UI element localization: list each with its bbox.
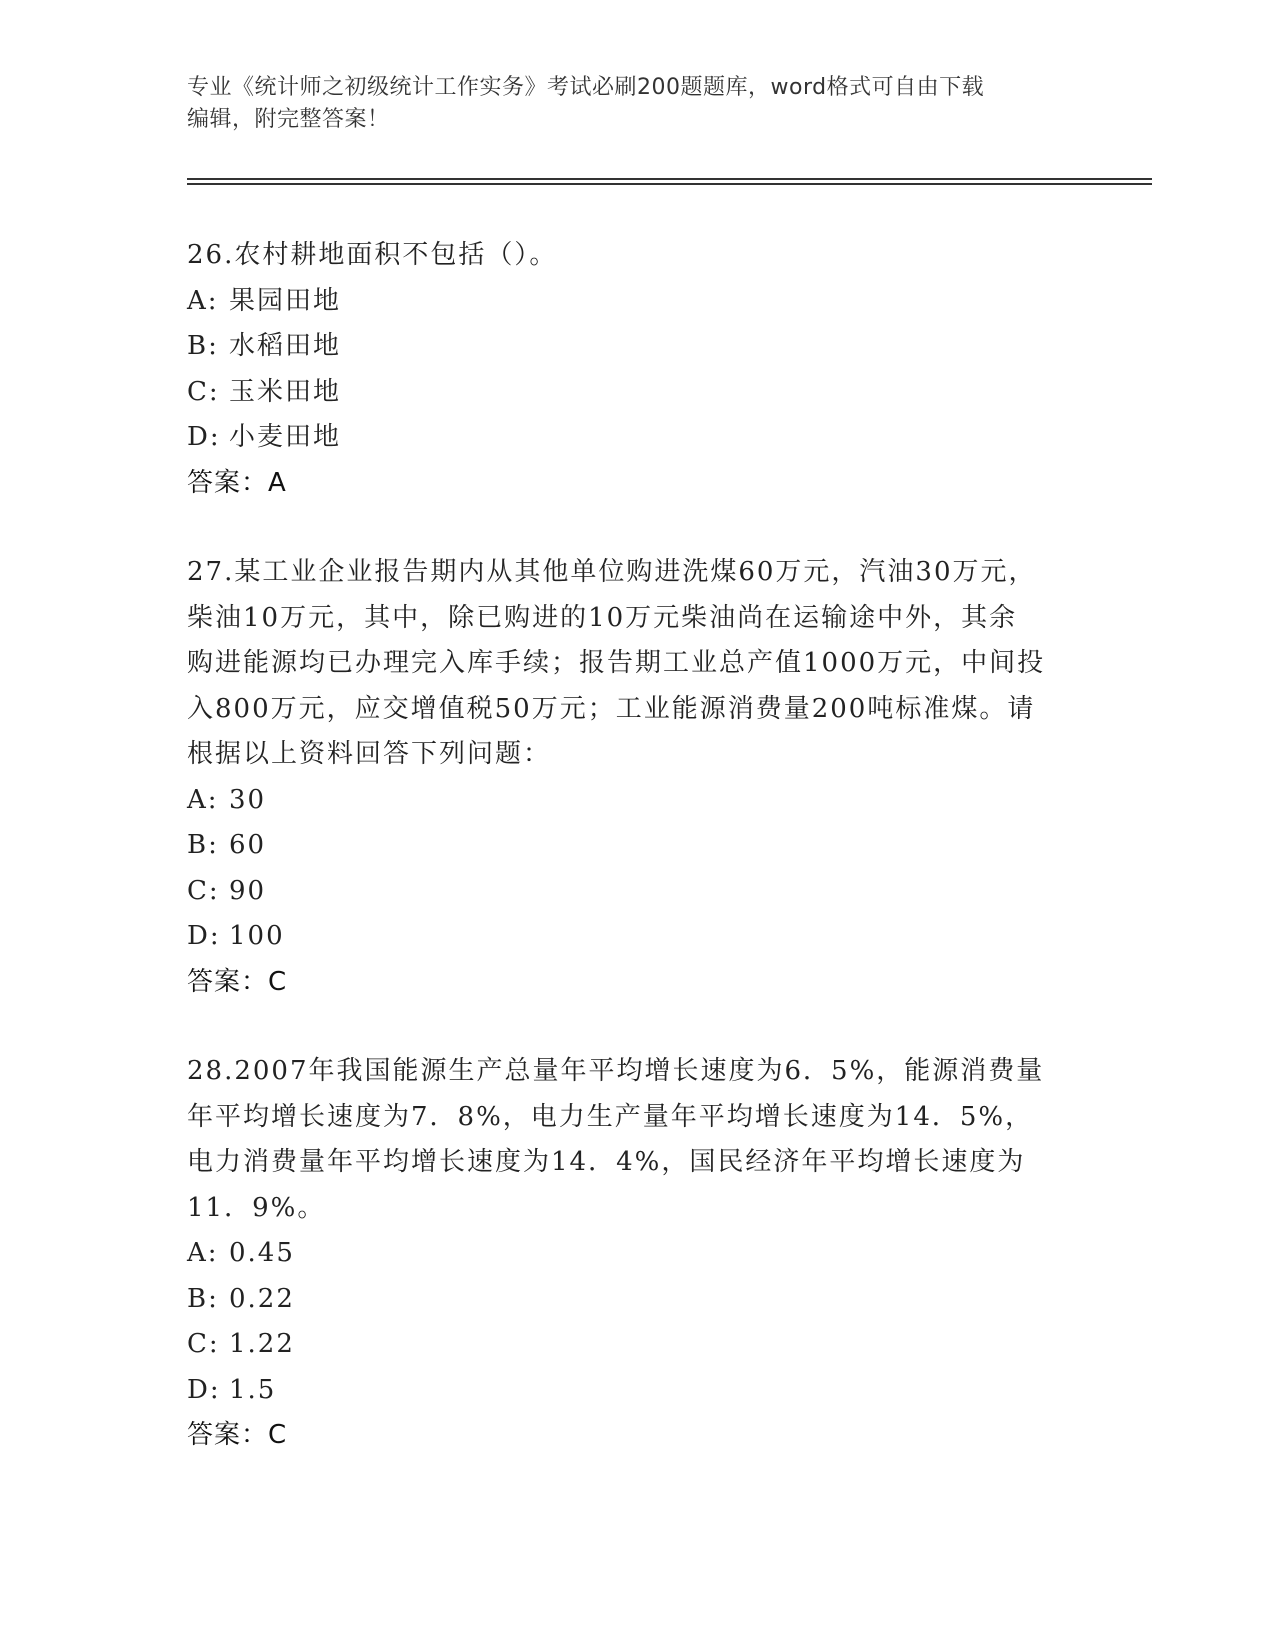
question-stem-line: 入800万元，应交增值税50万元；工业能源消费量200吨标准煤。请 (187, 693, 1036, 724)
question-stem-line: 电力消费量年平均增长速度为14．4%，国民经济年平均增长速度为 (187, 1147, 1026, 1177)
option-text: 小麦田地 (229, 422, 342, 452)
document-header (187, 72, 1067, 136)
option-text: 玉米田地 (229, 376, 342, 407)
question-stem-line: 27.某工业企业报告期内从其他单位购进洗煤60万元，汽油30万元， (187, 557, 1037, 587)
header-divider-bottom (187, 183, 1152, 185)
option-key: B: (187, 830, 219, 860)
question-stem-line: 28.2007年我国能源生产总量年平均增长速度为6．5%，能源消费量 (187, 1056, 1045, 1086)
option-d (187, 1368, 1067, 1414)
header-line-1: 专业《统计师之初级统计工作实务》考试必刷200题题库，word格式可自由下载 (187, 75, 985, 100)
option-a (187, 778, 1067, 824)
option-text: 0.45 (229, 1238, 295, 1268)
option-key: A: (187, 1238, 219, 1268)
option-key: B: (187, 1283, 219, 1314)
question-26 (187, 233, 1067, 506)
option-key: D: (187, 921, 221, 951)
option-key: C: (187, 376, 220, 407)
option-c (187, 1322, 1067, 1368)
option-text: 90 (229, 875, 267, 906)
option-text: 100 (229, 921, 285, 951)
question-stem-line: 11．9%。 (187, 1192, 326, 1223)
option-text: 1.5 (229, 1374, 277, 1405)
answer-line: 答案：C (187, 1420, 288, 1450)
option-text: 果园田地 (229, 285, 342, 316)
answer-line: 答案：A (187, 467, 287, 498)
question-stem-line: 根据以上资料回答下列问题： (187, 739, 552, 769)
option-b (187, 324, 1067, 370)
option-text: 水稻田地 (229, 331, 342, 361)
option-text: 30 (229, 784, 267, 815)
answer-line: 答案：C (187, 966, 288, 997)
option-b (187, 1277, 1067, 1323)
question-stem-line: 柴油10万元，其中，除已购进的10万元柴油尚在运输途中外，其余 (187, 602, 1018, 633)
option-key: D: (187, 422, 221, 452)
option-text: 60 (229, 830, 267, 860)
header-line-2: 编辑，附完整答案！ (187, 107, 390, 132)
question-stem-line: 购进能源均已办理完入库手续；报告期工业总产值1000万元，中间投 (187, 648, 1046, 678)
option-a (187, 1231, 1067, 1277)
option-a (187, 279, 1067, 325)
option-key: D: (187, 1374, 221, 1405)
option-key: C: (187, 875, 220, 906)
option-key: A: (187, 285, 219, 316)
option-d (187, 415, 1067, 461)
option-b (187, 823, 1067, 869)
question-28 (187, 1049, 1067, 1459)
option-c (187, 869, 1067, 915)
header-divider-top (187, 178, 1152, 180)
option-key: B: (187, 331, 219, 361)
question-27 (187, 550, 1067, 1005)
option-text: 0.22 (229, 1283, 295, 1314)
option-d (187, 914, 1067, 960)
question-stem-line: 年平均增长速度为7．8%，电力生产量年平均增长速度为14．5%， (187, 1101, 1034, 1132)
option-key: A: (187, 784, 219, 815)
option-key: C: (187, 1329, 220, 1359)
option-text: 1.22 (229, 1329, 295, 1359)
option-c (187, 370, 1067, 416)
question-stem-line: 26.农村耕地面积不包括（）。 (187, 240, 558, 270)
